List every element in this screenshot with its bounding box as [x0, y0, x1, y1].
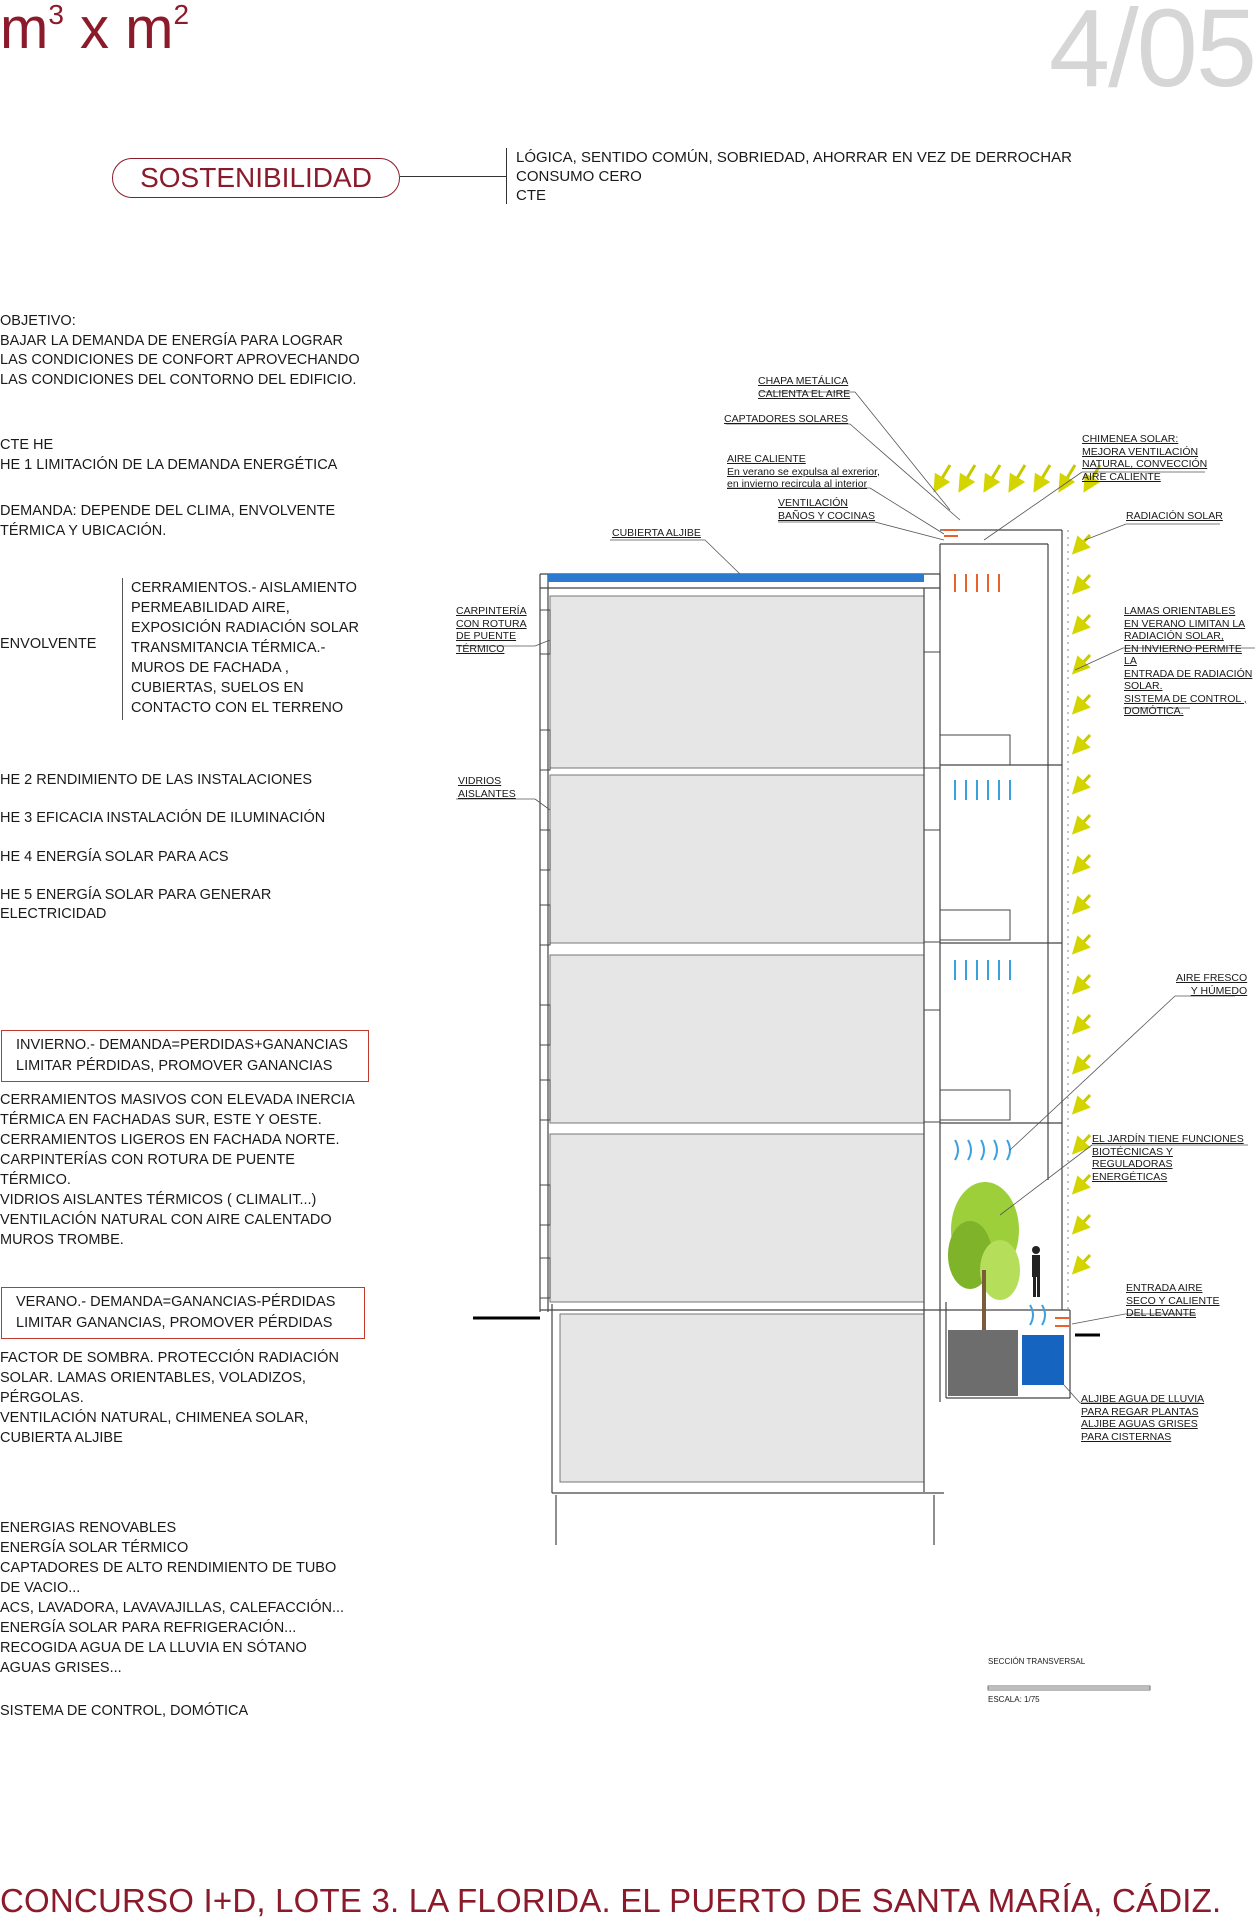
he2-line: HE 2 RENDIMIENTO DE LAS INSTALACIONES: [0, 772, 313, 788]
label-line: CARPINTERÍA: [456, 605, 527, 617]
label-line: RADIACIÓN SOLAR,: [1124, 630, 1224, 642]
envelope-item: CUBIERTAS, SUELOS EN: [131, 680, 304, 696]
winter-line: CERRAMIENTOS MASIVOS CON ELEVADA INERCIA: [0, 1092, 355, 1108]
he3-line: HE 3 EFICACIA INSTALACIÓN DE ILUMINACIÓN: [0, 810, 326, 826]
label-line: BAÑOS Y COCINAS: [778, 509, 876, 522]
label-line: En verano se expulsa al exrerior,: [727, 465, 880, 478]
winter-line: VIDRIOS AISLANTES TÉRMICOS ( CLIMALIT...): [0, 1192, 317, 1208]
demand-line: DEMANDA: DEPENDE DEL CLIMA, ENVOLVENTE: [0, 503, 336, 519]
winter-subtitle: LIMITAR PÉRDIDAS, PROMOVER GANANCIAS: [16, 1058, 333, 1074]
label-line: EN VERANO LIMITAN LA: [1124, 617, 1246, 630]
he5-line-cont: ELECTRICIDAD: [0, 906, 107, 922]
label-line: ENTRADA AIRE: [1126, 1282, 1203, 1294]
renewables-line: CAPTADORES DE ALTO RENDIMIENTO DE TUBO: [0, 1560, 337, 1576]
label-line: en invierno recircula al interior: [727, 478, 868, 490]
label-line: BIOTÉCNICAS Y REGULADORAS: [1092, 1145, 1173, 1170]
principle-line: LÓGICA, SENTIDO COMÚN, SOBRIEDAD, AHORRAR EN VEZ DE DERROCHAR: [516, 149, 1072, 166]
envelope-label: ENVOLVENTE: [0, 636, 97, 652]
label-line: ALJIBE AGUA DE LLUVIA: [1081, 1393, 1205, 1405]
label-seccion: SECCIÓN TRANSVERSAL: [988, 1657, 1086, 1666]
label-line: VIDRIOS: [458, 775, 502, 787]
label-vidrios: [458, 775, 516, 800]
floor-slab: [550, 1134, 924, 1302]
label-line: ENERGÉTICAS: [1092, 1170, 1168, 1183]
winter-line: MUROS TROMBE.: [0, 1232, 124, 1248]
solar-arrows-facade: [1078, 535, 1090, 1268]
envelope-item: EXPOSICIÓN RADIACIÓN SOLAR: [131, 620, 360, 636]
renewables-line: DE VACIO...: [0, 1580, 81, 1596]
label-line: CHAPA METÁLICA: [758, 375, 849, 387]
label-line: DEL LEVANTE: [1126, 1307, 1197, 1319]
label-lamas: [1124, 605, 1254, 718]
demand-line: TÉRMICA Y UBICACIÓN.: [0, 522, 167, 539]
label-aire-fresco: [1176, 972, 1247, 997]
label-line: DE PUENTE: [456, 630, 517, 642]
winter-line: CERRAMIENTOS LIGEROS EN FACHADA NORTE.: [0, 1132, 340, 1148]
label-cubierta: CUBIERTA ALJIBE: [612, 527, 701, 539]
section-title: SOSTENIBILIDAD: [112, 158, 400, 198]
label-line: CALIENTA EL AIRE: [758, 387, 851, 400]
cte-line: HE 1 LIMITACIÓN DE LA DEMANDA ENERGÉTICA: [0, 456, 338, 473]
renewables-line: AGUAS GRISES...: [0, 1660, 122, 1676]
label-line: Y HÚMEDO: [1190, 984, 1248, 997]
label-line: ALJIBE AGUAS GRISES: [1081, 1418, 1198, 1430]
renewables-line: ENERGÍA SOLAR PARA REFRIGERACIÓN...: [0, 1620, 297, 1636]
logo: $m^3$ x $m^2$: [0, 0, 190, 61]
label-chimenea: [1082, 433, 1207, 483]
label-line: LAMAS ORIENTABLES: [1124, 605, 1236, 617]
footer-title: CONCURSO I+D, LOTE 3. LA FLORIDA. EL PUERTO DE SANTA MARÍA, CÁDIZ.: [0, 1882, 1222, 1919]
summer-subtitle: LIMITAR GANANCIAS, PROMOVER PÉRDIDAS: [16, 1315, 333, 1331]
summer-line: PÉRGOLAS.: [0, 1390, 84, 1406]
label-line: ENTRADA DE RADIACIÓN: [1124, 667, 1253, 680]
label-escala: ESCALA: 1/75: [988, 1695, 1040, 1704]
rainwater-tank: [1022, 1335, 1064, 1385]
roof-water-tank: [548, 574, 924, 582]
label-carpinteria: [456, 605, 527, 655]
label-jardin: [1092, 1133, 1255, 1183]
winter-title: INVIERNO.- DEMANDA=PERDIDAS+GANANCIAS: [16, 1037, 348, 1053]
label-line: AIRE CALIENTE: [1082, 470, 1161, 483]
cte-heading: CTE HE: [0, 437, 54, 453]
he4-line: HE 4 ENERGÍA SOLAR PARA ACS: [0, 849, 229, 865]
floor-slab: [550, 596, 924, 768]
label-ventilacion: [778, 497, 875, 522]
label-radiacion: RADIACIÓN SOLAR: [1126, 510, 1223, 522]
label-line: SECO Y CALIENTE: [1126, 1294, 1220, 1307]
he5-line: HE 5 ENERGÍA SOLAR PARA GENERAR: [0, 887, 272, 903]
control-line: SISTEMA DE CONTROL, DOMÓTICA: [0, 1703, 249, 1719]
label-line: SOLAR.: [1124, 680, 1163, 692]
objective-heading: OBJETIVO:: [0, 313, 76, 329]
label-line: AISLANTES: [458, 787, 516, 800]
label-line: VENTILACIÓN: [778, 497, 849, 509]
label-aljibe: [1081, 1393, 1204, 1443]
summer-line: CUBIERTA ALJIBE: [0, 1430, 123, 1446]
objective-line: LAS CONDICIONES DEL CONTORNO DEL EDIFICIO.: [0, 371, 357, 388]
summer-line: VENTILACIÓN NATURAL, CHIMENEA SOLAR,: [0, 1410, 309, 1426]
solar-arrows-top: [938, 465, 1100, 485]
envelope-item: MUROS DE FACHADA ,: [131, 660, 289, 676]
renewables-line: RECOGIDA AGUA DE LA LLUVIA EN SÓTANO: [0, 1640, 307, 1656]
principle-line: CONSUMO CERO: [516, 168, 642, 185]
envelope-item: CONTACTO CON EL TERRENO: [131, 700, 344, 716]
winter-line: CARPINTERÍAS CON ROTURA DE PUENTE: [0, 1152, 295, 1168]
summer-line: SOLAR. LAMAS ORIENTABLES, VOLADIZOS,: [0, 1370, 306, 1386]
person-figure: [1032, 1246, 1040, 1297]
winter-line: TÉRMICA EN FACHADAS SUR, ESTE Y OESTE.: [0, 1112, 322, 1128]
logo-superscript-2: 2: [173, 0, 190, 30]
label-line: EN INVIERNO PERMITE LA: [1124, 642, 1242, 667]
scale-bar: [988, 1686, 1150, 1690]
winter-line: TÉRMICO.: [0, 1172, 71, 1188]
label-line: AIRE FRESCO: [1176, 972, 1248, 984]
planter-box: [948, 1330, 1018, 1396]
summer-line: FACTOR DE SOMBRA. PROTECCIÓN RADIACIÓN: [0, 1350, 339, 1366]
summer-title: VERANO.- DEMANDA=GANANCIAS-PÉRDIDAS: [16, 1294, 336, 1310]
label-chapa: [758, 375, 850, 400]
label-line: TÉRMICO: [456, 642, 505, 655]
floor-slab: [550, 775, 924, 943]
label-line: DOMÓTICA.: [1124, 705, 1184, 717]
page-number: 4/05: [1048, 0, 1255, 110]
label-line: CHIMENEA SOLAR:: [1082, 433, 1179, 445]
envelope-item: PERMEABILIDAD AIRE,: [131, 600, 290, 616]
floor-slab: [560, 1314, 924, 1482]
label-line: CON ROTURA: [456, 617, 527, 630]
logo-superscript-3: 3: [48, 0, 64, 30]
renewables-line: ACS, LAVADORA, LAVAVAJILLAS, CALEFACCIÓN...: [0, 1600, 345, 1616]
label-captadores: CAPTADORES SOLARES: [724, 413, 849, 425]
garden-tree: [948, 1182, 1020, 1330]
label-line: SISTEMA DE CONTROL ,: [1124, 692, 1247, 705]
renewables-line: ENERGÍA SOLAR TÉRMICO: [0, 1540, 189, 1556]
envelope-item: CERRAMIENTOS.- AISLAMIENTO: [131, 580, 357, 596]
label-entrada-aire: [1126, 1282, 1220, 1320]
renewables-line: ENERGIAS RENOVABLES: [0, 1520, 177, 1536]
label-line: PARA CISTERNAS: [1081, 1430, 1172, 1443]
label-aire-caliente: [727, 453, 880, 491]
label-line: PARA REGAR PLANTAS: [1081, 1405, 1199, 1418]
objective-line: LAS CONDICIONES DE CONFORT APROVECHANDO: [0, 352, 360, 368]
winter-line: VENTILACIÓN NATURAL CON AIRE CALENTADO: [0, 1212, 332, 1228]
principle-line: CTE: [516, 187, 546, 204]
label-line: NATURAL, CONVECCIÓN: [1082, 458, 1208, 470]
objective-line: BAJAR LA DEMANDA DE ENERGÍA PARA LOGRAR: [0, 332, 344, 349]
label-line: AIRE CALIENTE: [727, 453, 806, 465]
envelope-item: TRANSMITANCIA TÉRMICA.-: [131, 640, 326, 656]
label-line: EL JARDÍN TIENE FUNCIONES: [1092, 1133, 1244, 1145]
floor-slabs: [550, 596, 924, 1482]
floor-slab: [550, 955, 924, 1123]
label-line: MEJORA VENTILACIÓN: [1082, 445, 1199, 458]
